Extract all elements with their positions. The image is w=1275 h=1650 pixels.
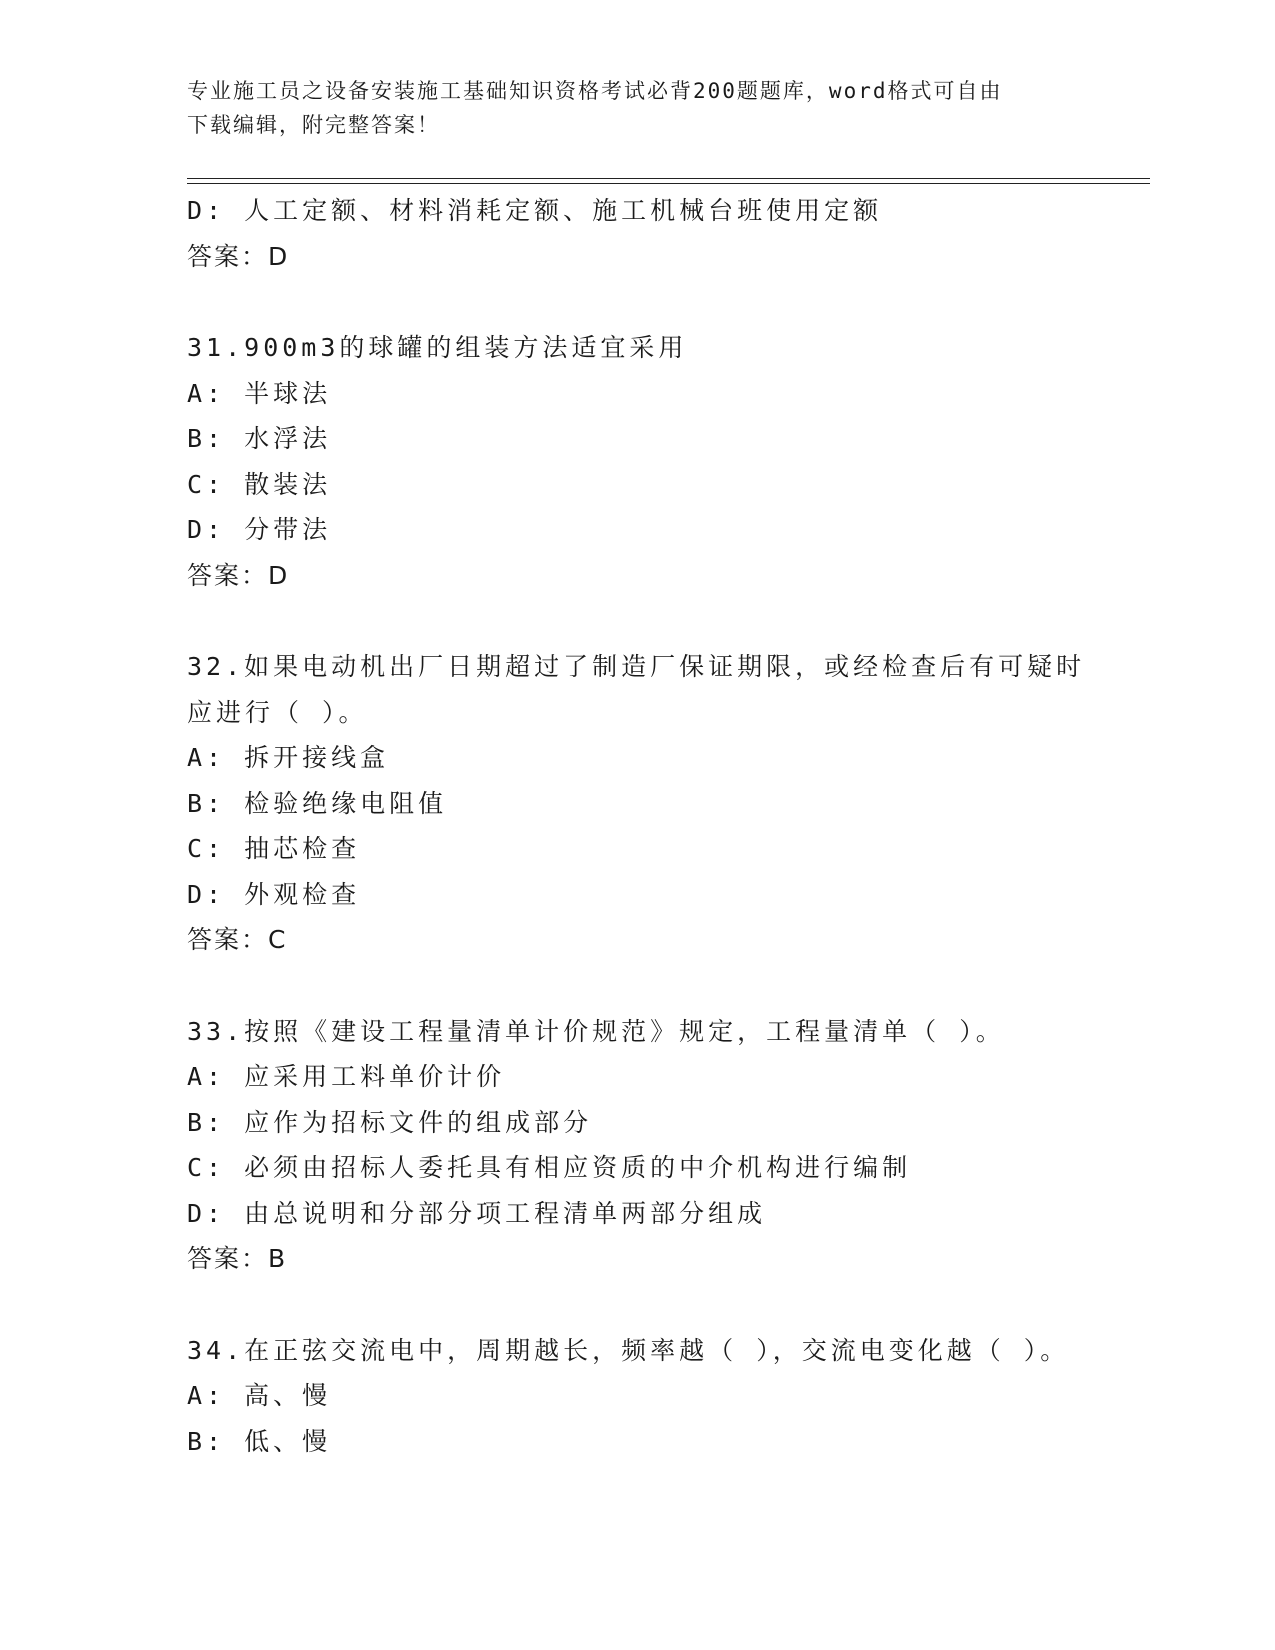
option-a: A: 高、慢: [187, 1381, 332, 1410]
answer-line: 答案：C: [187, 925, 288, 954]
option-c: C: 散装法: [187, 469, 332, 499]
header-divider-top: [187, 178, 1150, 179]
header-line-2: 下载编辑，附完整答案！: [187, 113, 440, 137]
question-stem-line-2: 应进行（ ）。: [187, 697, 368, 727]
header-divider-bottom: [187, 183, 1150, 184]
option-d: D: 外观检查: [187, 879, 361, 909]
document-header: [187, 74, 1067, 142]
question-33: [187, 1009, 1147, 1282]
question-34: [187, 1328, 1147, 1465]
question-stem: 33.按照《建设工程量清单计价规范》规定，工程量清单（ ）。: [187, 1016, 1005, 1046]
question-list: [187, 188, 1147, 1464]
option-a: A: 拆开接线盒: [187, 743, 390, 772]
answer-line: 答案：D: [187, 560, 290, 590]
question-stem: 31.900m3的球罐的组装方法适宜采用: [187, 333, 688, 362]
answer-line: 答案：D: [187, 241, 290, 271]
option-b: B: 水浮法: [187, 424, 332, 453]
header-line-1: 专业施工员之设备安装施工基础知识资格考试必背200题题库，word格式可自由: [187, 79, 1003, 103]
option-a: A: 半球法: [187, 378, 332, 408]
answer-line: 答案：B: [187, 1244, 288, 1273]
option-b: B: 应作为招标文件的组成部分: [187, 1107, 593, 1137]
option-a: A: 应采用工料单价计价: [187, 1062, 506, 1091]
question-31: [187, 325, 1147, 598]
option-d: D: 人工定额、材料消耗定额、施工机械台班使用定额: [187, 196, 883, 225]
option-c: C: 必须由招标人委托具有相应资质的中介机构进行编制: [187, 1153, 912, 1182]
option-b: B: 检验绝缘电阻值: [187, 788, 448, 818]
option-d: D: 分带法: [187, 515, 332, 544]
option-b: B: 低、慢: [187, 1426, 332, 1456]
question-32: [187, 644, 1147, 963]
question-stem: 34.在正弦交流电中，周期越长，频率越（ ），交流电变化越（ ）。: [187, 1335, 1070, 1365]
question-stem-line-1: 32.如果电动机出厂日期超过了制造厂保证期限，或经检查后有可疑时: [187, 652, 1086, 681]
option-d: D: 由总说明和分部分项工程清单两部分组成: [187, 1198, 767, 1228]
option-c: C: 抽芯检查: [187, 834, 361, 863]
